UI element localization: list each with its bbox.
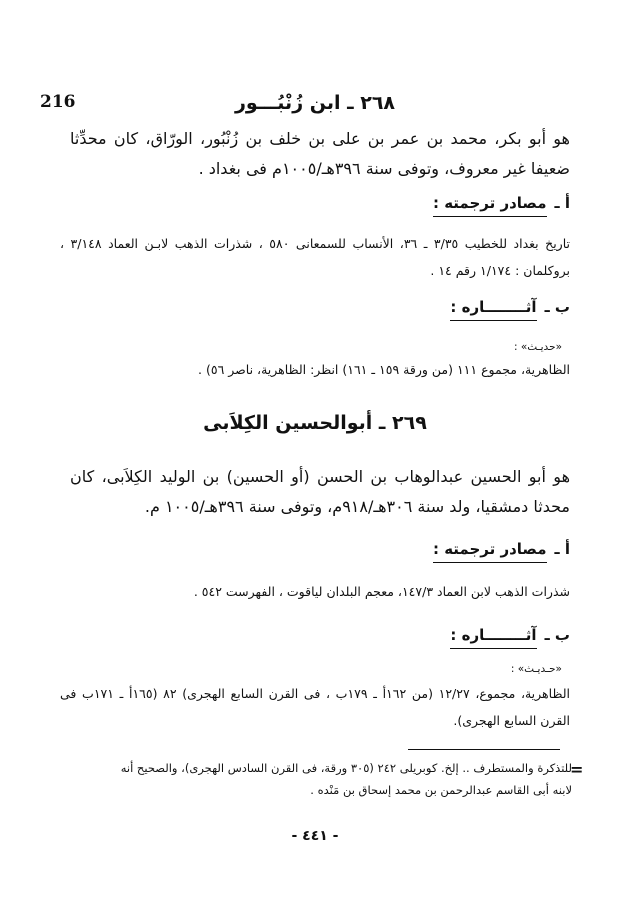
works-heading (450, 298, 570, 321)
section-label: آثــــــــاره : (450, 626, 536, 649)
section-letter: أ ـ (554, 194, 570, 212)
sources-text: شذرات الذهب لابن العماد ١٤٧/٣، معجم البلدان لياقوت ، الفهرست ٥٤٢ . (193, 584, 570, 599)
entry-title: ٢٦٨ ـ ابن زُنْبُـــور (234, 92, 396, 114)
footnote-mark: = (570, 760, 584, 779)
entry-title: ٢٦٩ ـ أبوالحسين الكِلاَبى (203, 412, 427, 434)
sources-heading (433, 194, 570, 217)
works-subhead: «حـديـث» : (510, 663, 562, 675)
sources-heading (433, 540, 570, 563)
section-letter: ب ـ (544, 298, 570, 316)
footnote-rule (408, 749, 560, 750)
folio-number: - ٤٤١ - (291, 828, 339, 844)
works-subhead: «حديـث» : (513, 341, 562, 353)
footnote-text: للتذكرة والمستطرف .. إلخ. كوبريلى ٢٤٢ (٣٠٥ ورقة، فى القرن السادس الهجرى)، والصحيح أنه لابنه أبى القاسم عبدالرحمن بن محمد إسحاق بن مَنْده . (120, 761, 572, 797)
entry-bio: هو أبو الحسين عبدالوهاب بن الحسن (أو الحسين) بن الوليد الكِلاَبى، كان محدثا دمشقيا، ولد سنة ٣٠٦هـ/٩١٨م، وتوفى سنة ٣٩٦هـ/١٠٠٥ م. (70, 467, 570, 516)
works-text: الظاهرية، مجموع، ١٢/٢٧ (من ١٦٢أ ـ ١٧٩ب ، فى القرن السابع الهجرى) ٨٢ (١٦٥أ ـ ١٧١ب فى القرن السابع الهجرى). (60, 686, 570, 728)
section-letter: أ ـ (554, 540, 570, 558)
section-label: آثــــــــاره : (450, 298, 536, 321)
works-text: الظاهرية، مجموع ١١١ (من ورقة ١٥٩ ـ ١٦١) انظر: الظاهرية، ناصر ٥٦) . (198, 362, 570, 377)
section-label: مصادر ترجمته : (433, 540, 547, 563)
page-number: 216 (40, 92, 76, 112)
works-heading (450, 626, 570, 649)
sources-text: تاريخ بغداد للخطيب ٣/٣٥ ـ ٣٦، الأنساب للسمعانى ٥٨٠ ، شذرات الذهب لابـن العماد ٣/١٤٨ ، بروكلمان : ١/١٧٤ رقم ١٤ . (60, 236, 571, 278)
entry-bio: هو أبو بكر، محمد بن عمر بن على بن خلف بن زُنْبُور، الورّاق، كان محدِّثا ضعيفا غير معروف، وتوفى سنة ٣٩٦هـ/١٠٠٥م فى بغداد . (70, 129, 570, 178)
section-letter: ب ـ (544, 626, 570, 644)
section-label: مصادر ترجمته : (433, 194, 547, 217)
